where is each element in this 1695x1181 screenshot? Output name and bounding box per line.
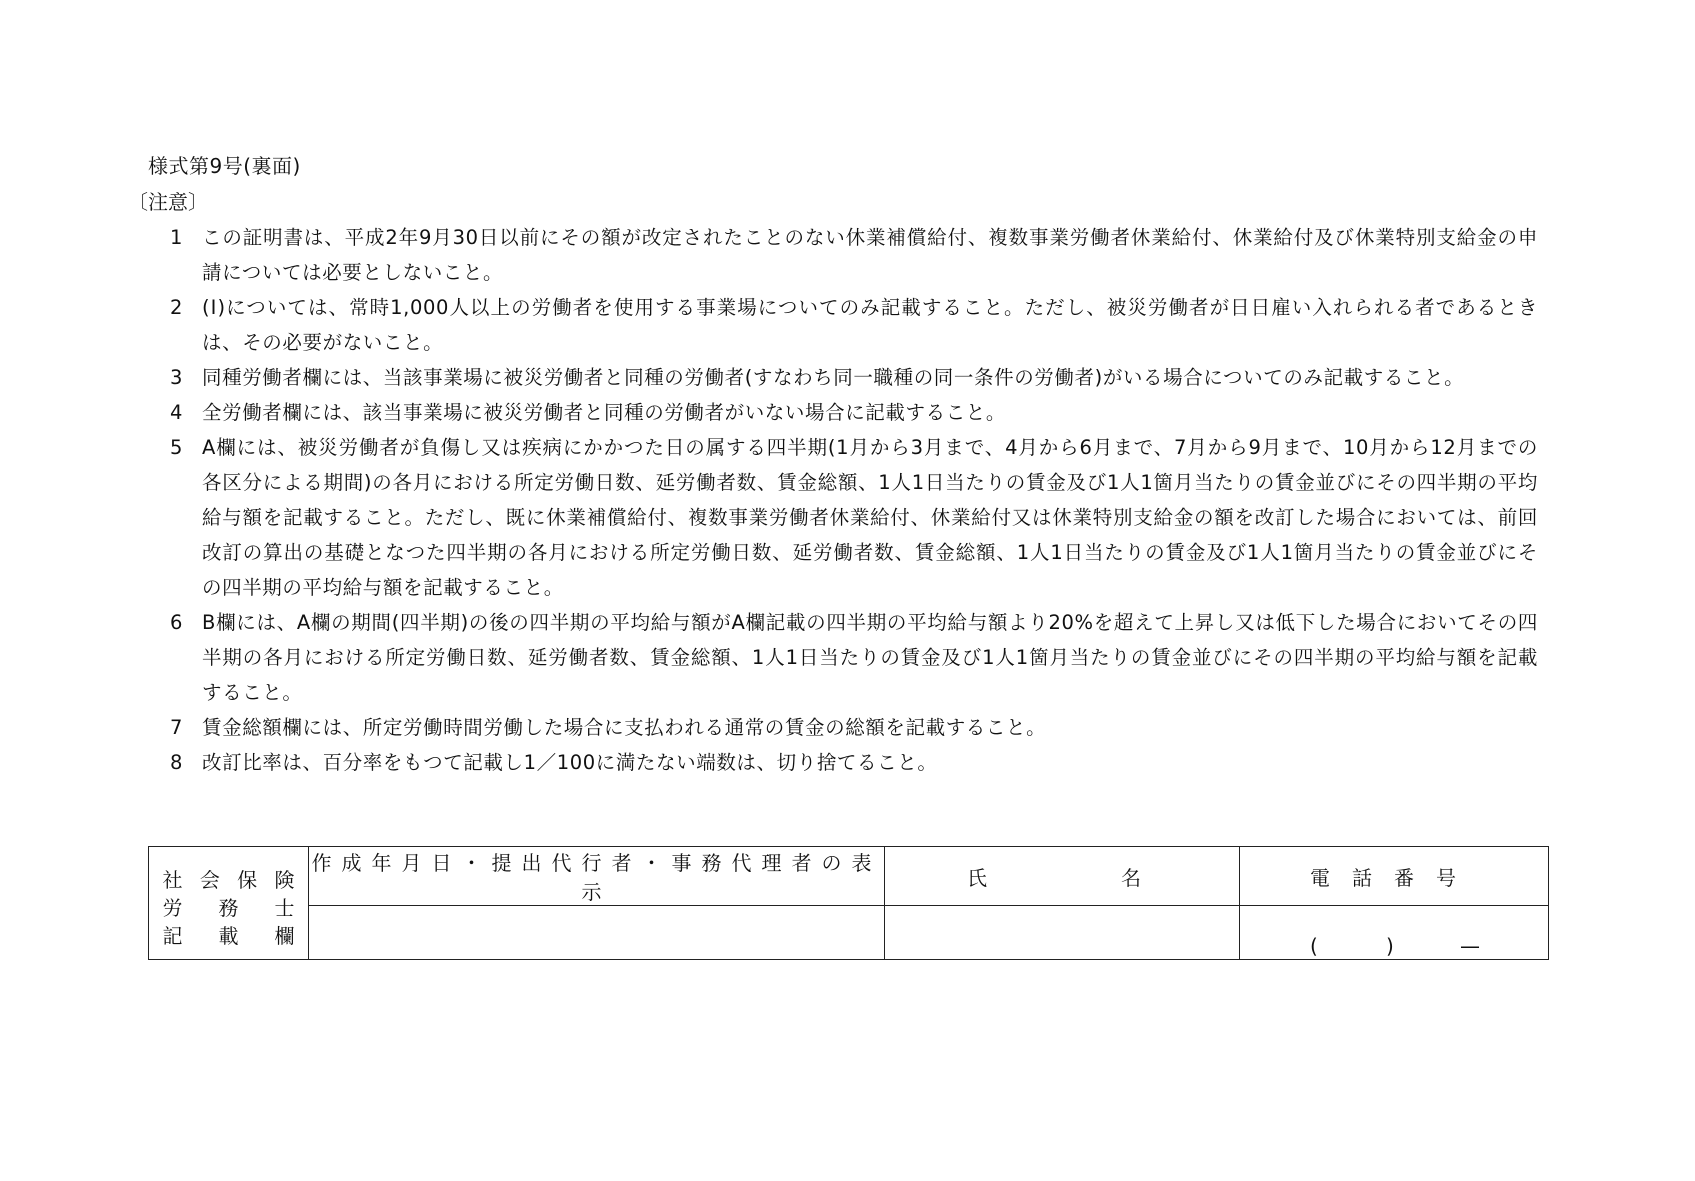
label-line: 社 会 保 険 [162,868,295,892]
note-text: この証明書は、平成2年9月30日以前にその額が改定されたことのない休業補償給付、複数事業労働者休業給付、休業給付及び休業特別支給金の申請については必要としないこと。 [202,226,1538,284]
notes-heading: 〔注意〕 [128,190,208,214]
note-text: A欄には、被災労働者が負傷し又は疾病にかかつた日の属する四半期(1月から3月まで、4月から6月まで、7月から9月まで、10月から12月までの各区分による期間)の各月における所定労働日数、延労働者数、賃金総額、1人1日当たりの賃金及び1人1箇月当たりの賃金並びにその四半期の平均給与額を記載すること。ただし、既に休業補償給付、複数事業労働者休業給付、休業給付又は休業特別支給金の額を改訂した場合においては、前回改訂の算出の基礎となつた四半期の各月における所定労働日数、延労働者数、賃金総額、1人1日当たりの賃金及び1人1箇月当たりの賃金並びにその四半期の平均給与額を記載すること。 [202,436,1538,599]
note-text: (Ⅰ)については、常時1,000人以上の労働者を使用する事業場についてのみ記載すること。ただし、被災労働者が日日雇い入れられる者であるときは、その必要がないこと。 [202,296,1538,354]
label-line: 記 載 欄 [162,924,295,948]
note-item [148,430,1538,605]
note-text: 全労働者欄には、該当事業場に被災労働者と同種の労働者がいない場合に記載すること。 [202,401,1007,424]
note-item [148,290,1538,360]
note-number: 2 [170,296,184,319]
note-text: 賃金総額欄には、所定労働時間労働した場合に支払われる通常の賃金の総額を記載すること。 [202,716,1047,739]
name-header [885,847,1240,906]
note-text: 同種労働者欄には、当該事業場に被災労働者と同種の労働者(すなわち同一職種の同一条件の労働者)がいる場合についてのみ記載すること。 [202,366,1465,389]
notes-list [148,220,1538,780]
note-number: 8 [170,751,184,774]
note-item [148,605,1538,710]
note-number: 7 [170,716,184,739]
name-header-right: 名 [1121,865,1151,890]
note-number: 3 [170,366,184,389]
phone-header: 電話番号 [1240,847,1549,906]
form-title: 様式第9号(裏面) [148,154,301,178]
labor-consultant-table [148,846,1549,960]
note-text: B欄には、A欄の期間(四半期)の後の四半期の平均給与額がA欄記載の四半期の平均給与額より20%を超えて上昇し又は低下した場合においてその四半期の各月における所定労働日数、延労働者数、賃金総額、1人1日当たりの賃金及び1人1箇月当たりの賃金並びにその四半期の平均給与額を記載すること。 [202,611,1538,704]
created-date-header: 作成年月日・提出代行者・事務代理者の表示 [309,847,885,906]
phone-field[interactable]: ( ) — [1240,906,1549,960]
note-item [148,360,1538,395]
note-number: 1 [170,226,184,249]
note-item [148,710,1538,745]
note-number: 6 [170,611,184,634]
name-header-left: 氏 [967,865,997,890]
note-number: 5 [170,436,184,459]
created-date-field[interactable] [309,906,885,960]
note-item [148,395,1538,430]
name-field[interactable] [885,906,1240,960]
label-line: 労 務 士 [162,896,295,920]
note-number: 4 [170,401,184,424]
labor-consultant-label [149,847,309,960]
note-text: 改訂比率は、百分率をもつて記載し1／100に満たない端数は、切り捨てること。 [202,751,938,774]
note-item [148,220,1538,290]
note-item [148,745,1538,780]
